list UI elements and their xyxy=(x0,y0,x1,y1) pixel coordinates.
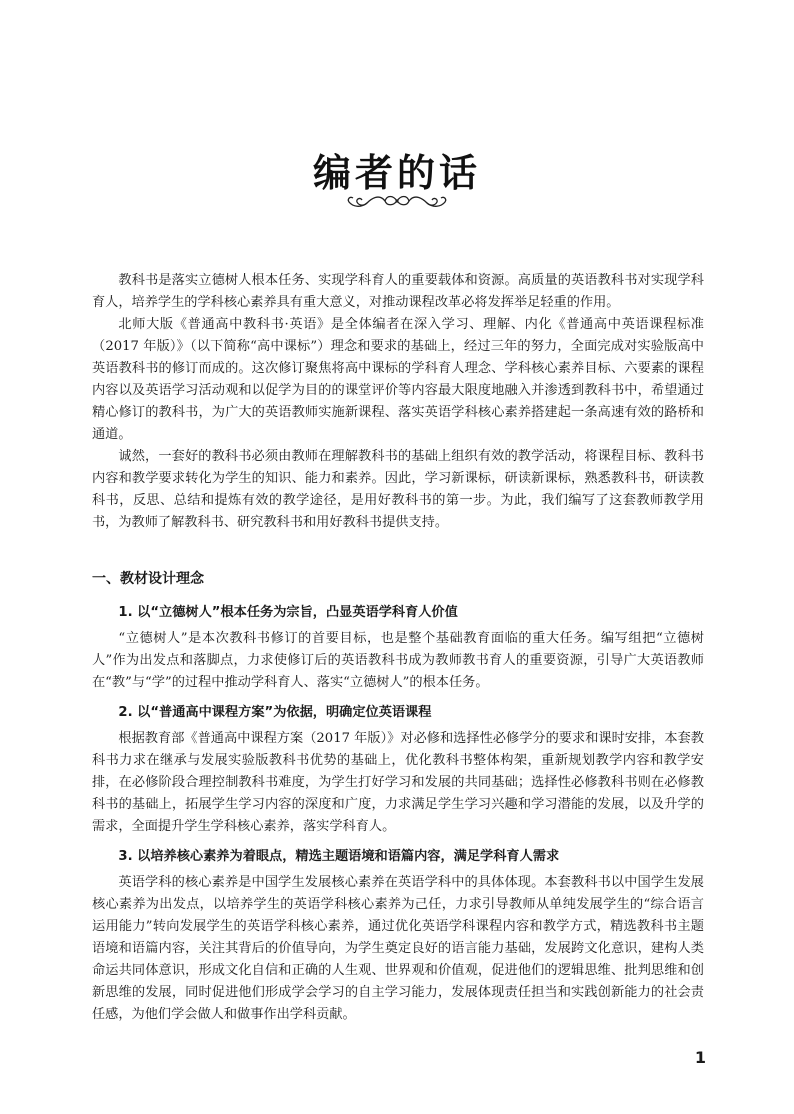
page-title: 编者的话 xyxy=(312,151,481,195)
section-heading: 一、教材设计理念 xyxy=(92,571,204,587)
intro-paragraph-1: 教科书是落实立德树人根本任务、实现学科育人的重要载体和资源。高质量的英语教科书对实现学科育人，培养学生的学科核心素养具有重大意义，对推动课程改革必将发挥举足轻重的作用。 xyxy=(92,273,704,310)
subsection-paragraph-3: 英语学科的核心素养是中国学生发展核心素养在英语学科中的具体体现。本套教科书以中国学生发展核心素养为出发点，以培养学生的英语学科核心素养为己任，力求引导教师从单纯发展学生的“综合语言运用能力”转向发展学生的英语学科核心素养，通过优化英语学科课程内容和教学方式，精选教科书主题语境和语篇内容，关注其背后的价值导向，为学生奠定良好的语言能力基础，发展跨文化意识，建构人类命运共同体意识，形成文化自信和正确的人生观、世界观和价值观，促进他们的逻辑思维、批判思维和创新思维的发展，同时促进他们形成学会学习的自主学习能力，发展体现责任担当和实践创新能力的社会责任感，为他们学会做人和做事作出学科贡献。 xyxy=(92,875,704,1022)
intro-paragraph-2: 北师大版《普通高中教科书·英语》是全体编者在深入学习、理解、内化《普通高中英语课程标准（2017 年版）》（以下简称“高中课标”）理念和要求的基础上，经过三年的努力，全面完成对实验版高中英语教科书的修订而成的。这次修订聚焦将高中课标的学科育人理念、学科核心素养目标、六要素的课程内容以及英语学习活动观和以促学为目的的课堂评价等内容最大限度地融入并渗透到教科书中，希望通过精心修订的教科书，为广大的英语教师实施新课程、落实英语学科核心素养搭建起一条高速有效的路桥和通道。 xyxy=(92,317,704,442)
subsection-heading-1: 1. 以“立德树人”根本任务为宗旨，凸显英语学科育人价值 xyxy=(118,605,458,620)
subsection-heading-2: 2. 以“普通高中课程方案”为依据，明确定位英语课程 xyxy=(118,705,432,720)
intro-paragraph-3: 诚然，一套好的教科书必须由教师在理解教科书的基础上组织有效的教学活动，将课程目标、教科书内容和教学要求转化为学生的知识、能力和素养。因此，学习新课标，研读新课标，熟悉教科书，研读教科书，反思、总结和提炼有效的教学途径，是用好教科书的第一步。为此，我们编写了这套教师教学用书，为教师了解教科书、研究教科书和用好教科书提供支持。 xyxy=(92,449,704,530)
flourish-ornament-icon xyxy=(337,190,457,212)
page-number: 1 xyxy=(694,1048,706,1067)
body-content xyxy=(92,270,704,1026)
subsection-heading-3: 3. 以培养核心素养为着眼点，精选主题语境和语篇内容，满足学科育人需求 xyxy=(118,849,560,864)
subsection-paragraph-1: “立德树人”是本次教科书修订的首要目标，也是整个基础教育面临的重大任务。编写组把“立德树人”作为出发点和落脚点，力求使修订后的英语教科书成为教师教书育人的重要资源，引导广大英语教师在“教”与“学”的过程中推动学科育人、落实“立德树人”的根本任务。 xyxy=(92,631,704,690)
subsection-paragraph-2: 根据教育部《普通高中课程方案（2017 年版）》对必修和选择性必修学分的要求和课时安排，本套教科书力求在继承与发展实验版教科书优势的基础上，优化教科书整体构架，重新规划教学内容和教学安排，在必修阶段合理控制教科书难度，为学生打好学习和发展的共同基础；选择性必修教科书则在必修教科书的基础上，拓展学生学习内容的深度和广度，力求满足学生学习兴趣和学习潜能的发展，以及升学的需求，全面提升学生学科核心素养，落实学科育人。 xyxy=(92,731,704,834)
